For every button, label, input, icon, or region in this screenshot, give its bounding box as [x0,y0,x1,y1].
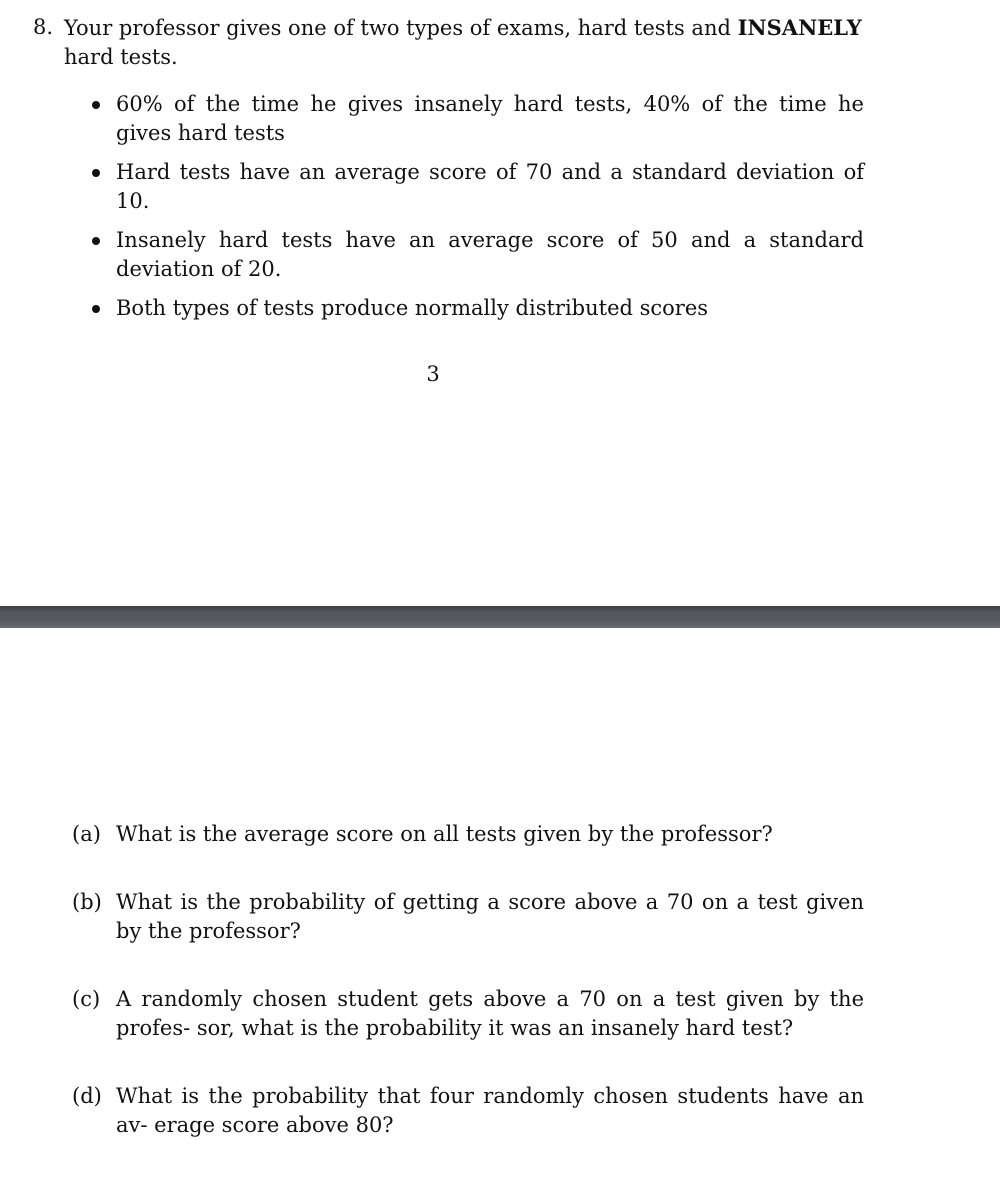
question-parts [72,820,864,1179]
bullet-item [88,90,864,148]
bullet-text: Insanely hard tests have an average score of 50 and a standard deviation of 20. [116,228,864,281]
part-label: (b) [72,890,102,914]
question-bullet-list [88,90,864,333]
question-part-b [72,888,864,946]
bullet-text: Hard tests have an average score of 70 and a standard deviation of 10. [116,160,864,213]
question-stem [64,13,864,72]
bullet-item [88,226,864,284]
question-part-a [72,820,864,849]
bullet-dot-icon [92,101,100,109]
part-text: What is the probability of getting a score above a 70 on a test given by the professor? [116,890,864,943]
part-text: What is the average score on all tests given by the professor? [116,822,773,846]
part-text: What is the probability that four randomly chosen students have an av- erage score above 80? [116,1084,864,1137]
bullet-dot-icon [92,305,100,313]
question-stem-emphasis: INSANELY [737,15,862,40]
bullet-text: 60% of the time he gives insanely hard tests, 40% of the time he gives hard tests [116,92,864,145]
bullet-item [88,294,864,323]
bullet-text: Both types of tests produce normally distributed scores [116,296,709,320]
part-label: (c) [72,987,101,1011]
question-part-d [72,1082,864,1140]
part-text: A randomly chosen student gets above a 70 on a test given by the profes- sor, what is the probability it was an insanely hard test? [116,987,864,1040]
part-label: (d) [72,1084,102,1108]
bullet-dot-icon [92,169,100,177]
document-page-bottom [0,628,1000,1162]
bullet-item [88,158,864,216]
page-separator [0,606,1000,628]
part-label: (a) [72,822,101,846]
page-number: 3 [426,362,440,386]
question-number: 8. [33,15,54,39]
question-stem-start: Your professor gives one of two types of exams, hard tests and [64,16,738,40]
question-part-c [72,985,864,1043]
bullet-dot-icon [92,237,100,245]
question-stem-end: hard tests. [64,45,178,69]
